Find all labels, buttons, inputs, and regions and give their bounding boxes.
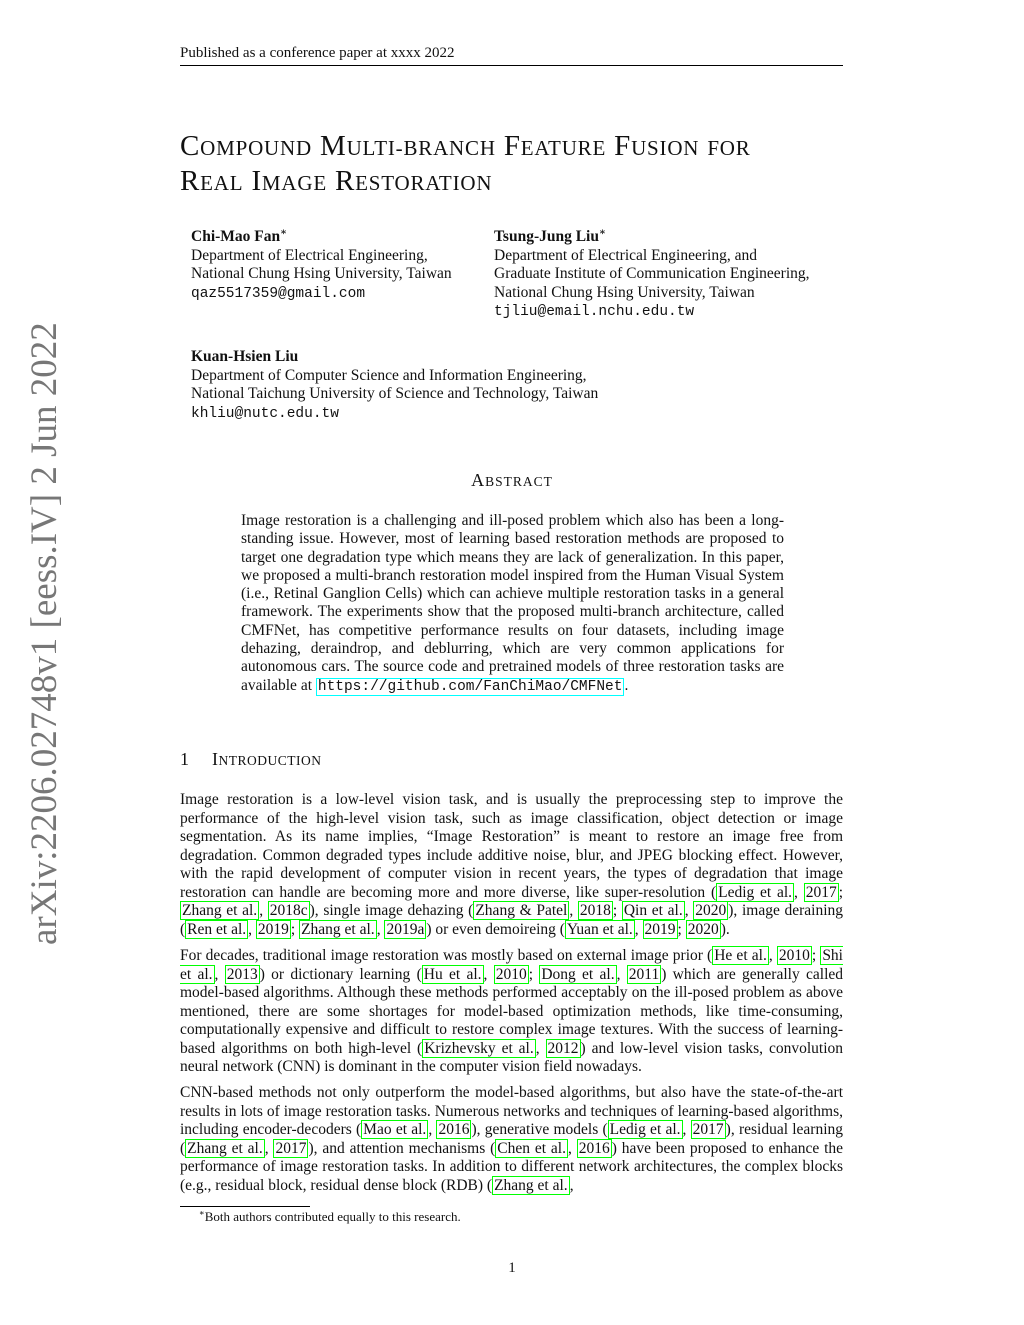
citation[interactable]: Zhang & Patel	[475, 902, 568, 919]
author-block-liu-tj	[494, 228, 810, 322]
citation[interactable]: 2020	[695, 902, 727, 919]
citation[interactable]: Krizhevsky et al.	[424, 1039, 534, 1057]
citation[interactable]: Ledig et al.	[718, 883, 793, 901]
title-word: FEATURE	[503, 130, 607, 162]
intro-paragraph-2: For decades, traditional image restoration was mostly based on external image prior ( He et al. , 2010 ; Shi et al. , 2013 ) or dictionary learning ( Hu et al. , 2010 ; Dong et al. , 2011 ) which are generally called model-based algorithms. Although these methods performed acceptably on the ill-posed problem as above mentioned, there are some shortages for model-based optimization methods, like time-consuming, computationally expensive and difficult to restore complex image textures. With the success of learning-based algorithms on both high-level ( Krizhevsky et al. , 2012 ) and low-level vision tasks, convolution neural network (CNN) is dominant in the computer vision field nowadays.	[180, 947, 844, 1075]
author-name: Kuan-Hsien Liu	[191, 348, 299, 365]
title-word: FUSION	[614, 130, 700, 162]
author-affiliation: National Taichung University of Science and Technology, Taiwan	[191, 385, 599, 402]
abstract-text: Image restoration is a challenging and ill-posed problem which also has been a long-standing issue. However, most of learning based restoration methods are proposed to target one degradation type which means they are lack of generalization. In this paper, we proposed a multi-branch restoration model inspired from the Human Visual System (i.e., Retinal Ganglion Cells) which can achieve multiple restoration tasks in a general framework. The experiments show that the proposed multi-branch architecture, called CMFNet, has competitive performance results on four datasets, including image dehazing, deraindrop, and deblurring, which are very common applications for autonomous cars. The source code and pretrained models of three restoration tasks are available at https://github.com/FanChiMao/CMFNet .	[241, 512, 784, 695]
citation[interactable]: Ledig et al.	[609, 1121, 681, 1138]
intro-paragraph-1: Image restoration is a low-level vision task, and is usually the preprocessing step to improve the performance of the high-level vision task, such as image classification, object detection or image segmentation. As its name implies, “Image Restoration” is meant to restore an image free from degradation. Common degraded types include additive noise, blur, and JPEG blocking effect. However, with the rapid development of computer vision in recent years, the types of degradation that image restoration can handle are becoming more and more diverse, like super-resolution ( Ledig et al. , 2017 ; Zhang et al. , 2018c ), single image dehazing ( Zhang & Patel , 2018 ; Qin et al. , 2020 ), image deraining ( Ren et al. , 2019 ; Zhang et al. , 2019a ) or even demoireing ( Yuan et al. , 2019 ; 2020 ).	[180, 791, 844, 938]
citation[interactable]: 2019	[644, 920, 676, 938]
citation[interactable]: 2016	[578, 1139, 610, 1157]
author-affiliation: National Chung Hsing University, Taiwan	[494, 283, 755, 301]
citation[interactable]: Chen et al.	[497, 1139, 566, 1157]
citation[interactable]: 2013	[226, 965, 258, 983]
page-number: 1	[508, 1260, 516, 1276]
author-affiliation: Graduate Institute of Communication Engineering,	[494, 265, 810, 282]
citation[interactable]: Zhang et al.	[301, 920, 375, 938]
citation[interactable]: Yuan et al.	[566, 920, 633, 938]
author-email: qaz5517359@gmail.com	[191, 285, 366, 302]
author-affiliation: National Chung Hsing University, Taiwan	[191, 265, 452, 282]
citation[interactable]: 2019a	[386, 920, 425, 938]
code-repository-link[interactable]: https://github.com/FanChiMao/CMFNet	[317, 678, 623, 695]
title-word: RESTORATION	[335, 165, 493, 197]
title-word: IMAGE	[251, 165, 327, 197]
citation[interactable]: Mao et al.	[363, 1121, 427, 1138]
citation[interactable]: Shi et al.	[180, 947, 843, 983]
title-word: REAL	[180, 165, 244, 197]
author-affiliation: Department of Computer Science and Information Engineering,	[191, 366, 587, 384]
citation[interactable]: 2017	[805, 883, 837, 901]
title-word: MULTI-BRANCH	[320, 130, 496, 162]
author-affiliation: Department of Electrical Engineering, and	[494, 246, 757, 264]
citation[interactable]: Zhang et al.	[494, 1176, 568, 1194]
citation[interactable]: Hu et al.	[423, 965, 482, 983]
paper-title	[180, 130, 860, 200]
citation[interactable]: 2017	[275, 1139, 307, 1157]
citation[interactable]: 2020	[687, 920, 719, 938]
intro-paragraph-3: CNN-based methods not only outperform the model-based algorithms, but also have the state-of-the-art results in lots of image restoration tasks. Numerous networks and techniques of learning-based algorithms, including encoder-decoders ( Mao et al. , 2016 ), generative models ( Ledig et al. , 2017 ), residual learning ( Zhang et al. , 2017 ), and attention mechanisms ( Chen et al. , 2016 ) have been proposed to enhance the performance of image restoration tasks. In addition to different network architectures, the complex blocks (e.g., residual block, residual dense block (RDB) ( Zhang et al. ,	[180, 1084, 844, 1194]
citation[interactable]: 2019	[257, 920, 289, 938]
title-word: COMPOUND	[180, 130, 312, 162]
citation[interactable]: 2018	[579, 902, 611, 919]
section-heading-introduction: 1 INTRODUCTION	[180, 749, 322, 769]
arxiv-identifier: arXiv:2206.02748v1 [eess.IV] 2 Jun 2022	[24, 322, 65, 945]
author-name: Tsung-Jung Liu∗	[494, 226, 606, 245]
citation[interactable]: Qin et al.	[623, 902, 683, 919]
citation[interactable]: 2010	[778, 947, 810, 964]
citation[interactable]: Dong et al.	[541, 965, 615, 983]
citation[interactable]: Zhang et al.	[187, 1139, 263, 1157]
citation[interactable]: 2010	[495, 965, 527, 983]
citation[interactable]: 2011	[628, 965, 660, 983]
author-affiliation: Department of Electrical Engineering,	[191, 246, 428, 264]
abstract-heading: ABSTRACT	[471, 470, 553, 490]
citation[interactable]: 2018c	[269, 902, 308, 919]
citation[interactable]: Ren et al.	[187, 920, 247, 938]
footnote: ∗Both authors contributed equally to this research.	[199, 1207, 461, 1224]
citation[interactable]: 2017	[692, 1121, 724, 1138]
title-word: FOR	[707, 136, 751, 160]
citation[interactable]: 2012	[547, 1039, 579, 1057]
author-block-liu-kh	[191, 348, 598, 423]
author-email: khliu@nutc.edu.tw	[191, 405, 339, 422]
citation[interactable]: He et al.	[714, 947, 767, 964]
author-name: Chi-Mao Fan∗	[191, 226, 288, 245]
running-header: Published as a conference paper at xxxx 2022	[180, 44, 843, 66]
citation[interactable]: 2016	[438, 1121, 470, 1138]
citation[interactable]: Zhang et al.	[182, 902, 258, 919]
author-block-fan	[191, 228, 452, 303]
author-email: tjliu@email.nchu.edu.tw	[494, 304, 695, 320]
